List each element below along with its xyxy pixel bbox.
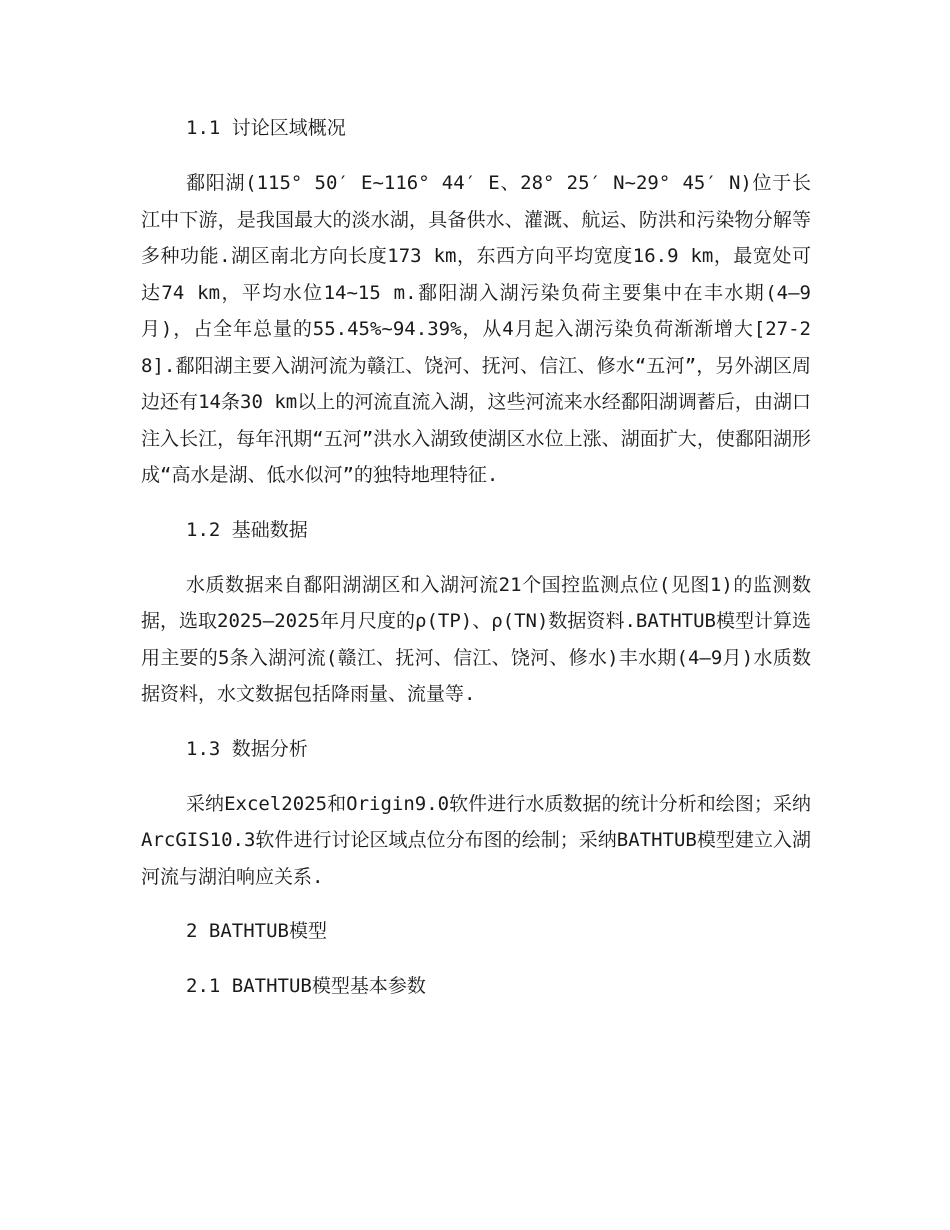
- section-heading-2: 2 BATHTUB模型: [186, 920, 327, 942]
- section-heading-1-1: 1.1 讨论区域概况: [186, 117, 346, 139]
- document-body: [141, 110, 811, 1004]
- section-heading-1-2: 1.2 基础数据: [186, 518, 308, 541]
- section-heading-2-1: 2.1 BATHTUB模型基本参数: [186, 975, 426, 997]
- section-paragraph-1-2: 水质数据来自鄱阳湖湖区和入湖河流21个国控监测点位(见图1)的监测数据，选取2025—2025年月尺度的ρ(TP)、ρ(TN)数据资料.BATHTUB模型计算选用主要的5条入湖河流(赣江、抚河、信江、饶河、修水)丰水期(4—9月)水质数据资料，水文数据包括降雨量、流量等.: [141, 573, 811, 705]
- section-heading-1-3: 1.3 数据分析: [186, 737, 308, 760]
- section-paragraph-1-3: 采纳Excel2025和Origin9.0软件进行水质数据的统计分析和绘图；采纳ArcGIS10.3软件进行讨论区域点位分布图的绘制；采纳BATHTUB模型建立入湖河流与湖泊响应关系.: [141, 792, 811, 888]
- section-paragraph-1-1: 鄱阳湖(115° 50′ E~116° 44′ E、28° 25′ N~29° 45′ N)位于长江中下游，是我国最大的淡水湖，具备供水、灌溉、航运、防洪和污染物分解等多种功能.湖区南北方向长度173 km，东西方向平均宽度16.9 km，最宽处可达74 km，平均水位14~15 m.鄱阳湖入湖污染负荷主要集中在丰水期(4—9月)，占全年总量的55.45%~94.39%，从4月起入湖污染负荷渐渐增大[27-28].鄱阳湖主要入湖河流为赣江、饶河、抚河、信江、修水“五河”，另外湖区周边还有14条30 km以上的河流直流入湖，这些河流来水经鄱阳湖调蓄后，由湖口注入长江，每年汛期“五河”洪水入湖致使湖区水位上涨、湖面扩大，使鄱阳湖形成“高水是湖、低水似河”的独特地理特征.: [141, 172, 811, 486]
